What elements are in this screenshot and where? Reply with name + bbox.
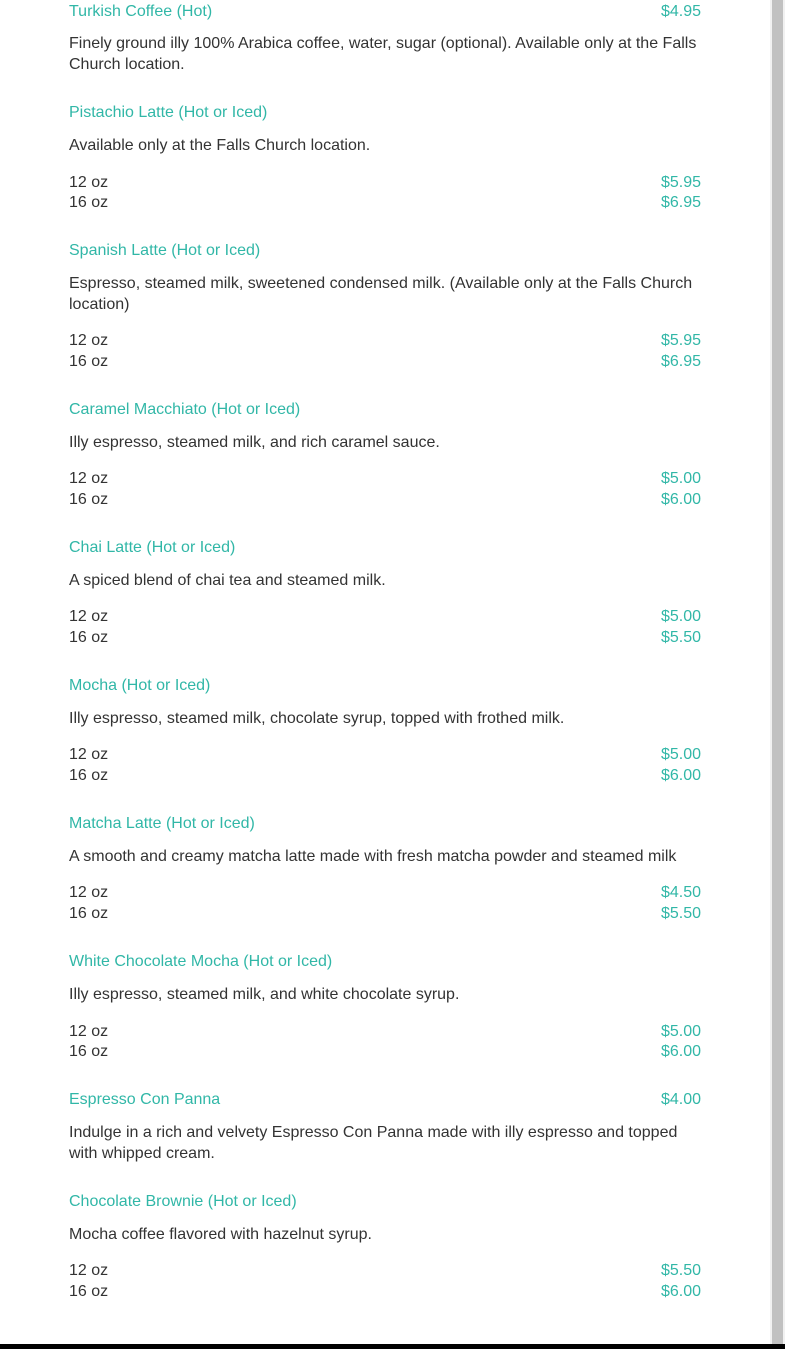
item-description: Indulge in a rich and velvety Espresso Con Panna made with illy espresso and topped with whipped cream.: [69, 1124, 678, 1162]
item-description: A smooth and creamy matcha latte made with fresh matcha powder and steamed milk: [69, 848, 677, 865]
item-name[interactable]: Caramel Macchiato (Hot or Iced): [69, 401, 301, 418]
size-label: 12 oz: [69, 884, 109, 901]
size-price: $5.00: [660, 1023, 701, 1040]
item-name[interactable]: Chocolate Brownie (Hot or Iced): [69, 1193, 297, 1210]
size-label: 16 oz: [69, 629, 109, 646]
menu-item-header: [69, 952, 701, 972]
menu-item: [69, 2, 701, 22]
item-name[interactable]: Chai Latte (Hot or Iced): [69, 539, 236, 556]
size-label: 16 oz: [69, 194, 109, 211]
size-label: 16 oz: [69, 905, 109, 922]
size-price: $5.00: [660, 746, 701, 763]
size-row: [69, 765, 701, 786]
size-label: 16 oz: [69, 1043, 109, 1060]
size-label: 16 oz: [69, 491, 109, 508]
size-price: $5.95: [660, 174, 701, 191]
item-description: Illy espresso, steamed milk, chocolate syrup, topped with frothed milk.: [69, 710, 565, 727]
size-price: $6.00: [660, 1043, 701, 1060]
item-description: Available only at the Falls Church location.: [69, 137, 371, 154]
size-row: [69, 627, 701, 648]
size-row: [69, 192, 701, 213]
size-label: 12 oz: [69, 174, 109, 191]
size-price: $6.00: [660, 1283, 701, 1300]
item-description: Illy espresso, steamed milk, and rich caramel sauce.: [69, 434, 440, 451]
menu-item-header: [69, 538, 701, 558]
item-name[interactable]: Espresso Con Panna: [69, 1091, 221, 1108]
size-row: [69, 468, 701, 489]
size-row: [69, 744, 701, 765]
size-price: $5.95: [660, 332, 701, 349]
item-name[interactable]: Spanish Latte (Hot or Iced): [69, 242, 261, 259]
menu-item-header: [69, 1090, 701, 1110]
size-price: $4.50: [660, 884, 701, 901]
size-row: [69, 1260, 701, 1281]
scrollbar-thumb[interactable]: [772, 0, 783, 1344]
size-price: $5.50: [660, 629, 701, 646]
bottom-border: [0, 1344, 785, 1349]
size-price: $5.50: [660, 1262, 701, 1279]
size-label: 16 oz: [69, 353, 109, 370]
size-row: [69, 1041, 701, 1062]
size-label: 12 oz: [69, 332, 109, 349]
menu-item-header: [69, 814, 701, 834]
menu-item-header: [69, 1192, 701, 1212]
item-description: Finely ground illy 100% Arabica coffee, water, sugar (optional). Available only at the Falls Church location.: [69, 35, 697, 73]
size-price: $6.00: [660, 491, 701, 508]
size-row: [69, 351, 701, 372]
item-name[interactable]: Pistachio Latte (Hot or Iced): [69, 104, 268, 121]
menu-item-header: [69, 400, 701, 420]
size-label: 12 oz: [69, 1262, 109, 1279]
size-row: [69, 1281, 701, 1302]
size-label: 12 oz: [69, 608, 109, 625]
size-price: $6.00: [660, 767, 701, 784]
size-row: [69, 882, 701, 903]
size-price: $6.95: [660, 353, 701, 370]
item-price: $4.00: [660, 1091, 701, 1108]
size-row: [69, 606, 701, 627]
item-description: A spiced blend of chai tea and steamed milk.: [69, 572, 386, 589]
size-label: 16 oz: [69, 1283, 109, 1300]
size-row: [69, 330, 701, 351]
size-row: [69, 1021, 701, 1042]
size-row: [69, 489, 701, 510]
size-price: $5.50: [660, 905, 701, 922]
item-name[interactable]: Turkish Coffee (Hot): [69, 3, 213, 20]
item-description: Illy espresso, steamed milk, and white chocolate syrup.: [69, 986, 460, 1003]
size-row: [69, 172, 701, 193]
item-name[interactable]: Matcha Latte (Hot or Iced): [69, 815, 255, 832]
menu-item-header: [69, 103, 701, 123]
size-price: $6.95: [660, 194, 701, 211]
menu-item-header: [69, 241, 701, 261]
size-label: 12 oz: [69, 1023, 109, 1040]
item-description: Mocha coffee flavored with hazelnut syrup.: [69, 1226, 372, 1243]
menu-item-header: [69, 676, 701, 696]
item-description: Espresso, steamed milk, sweetened condensed milk. (Available only at the Falls Church location): [69, 275, 693, 313]
item-price: $4.95: [660, 3, 701, 20]
size-row: [69, 903, 701, 924]
size-label: 12 oz: [69, 470, 109, 487]
size-label: 12 oz: [69, 746, 109, 763]
item-name[interactable]: White Chocolate Mocha (Hot or Iced): [69, 953, 333, 970]
size-price: $5.00: [660, 470, 701, 487]
size-label: 16 oz: [69, 767, 109, 784]
item-name[interactable]: Mocha (Hot or Iced): [69, 677, 211, 694]
size-price: $5.00: [660, 608, 701, 625]
